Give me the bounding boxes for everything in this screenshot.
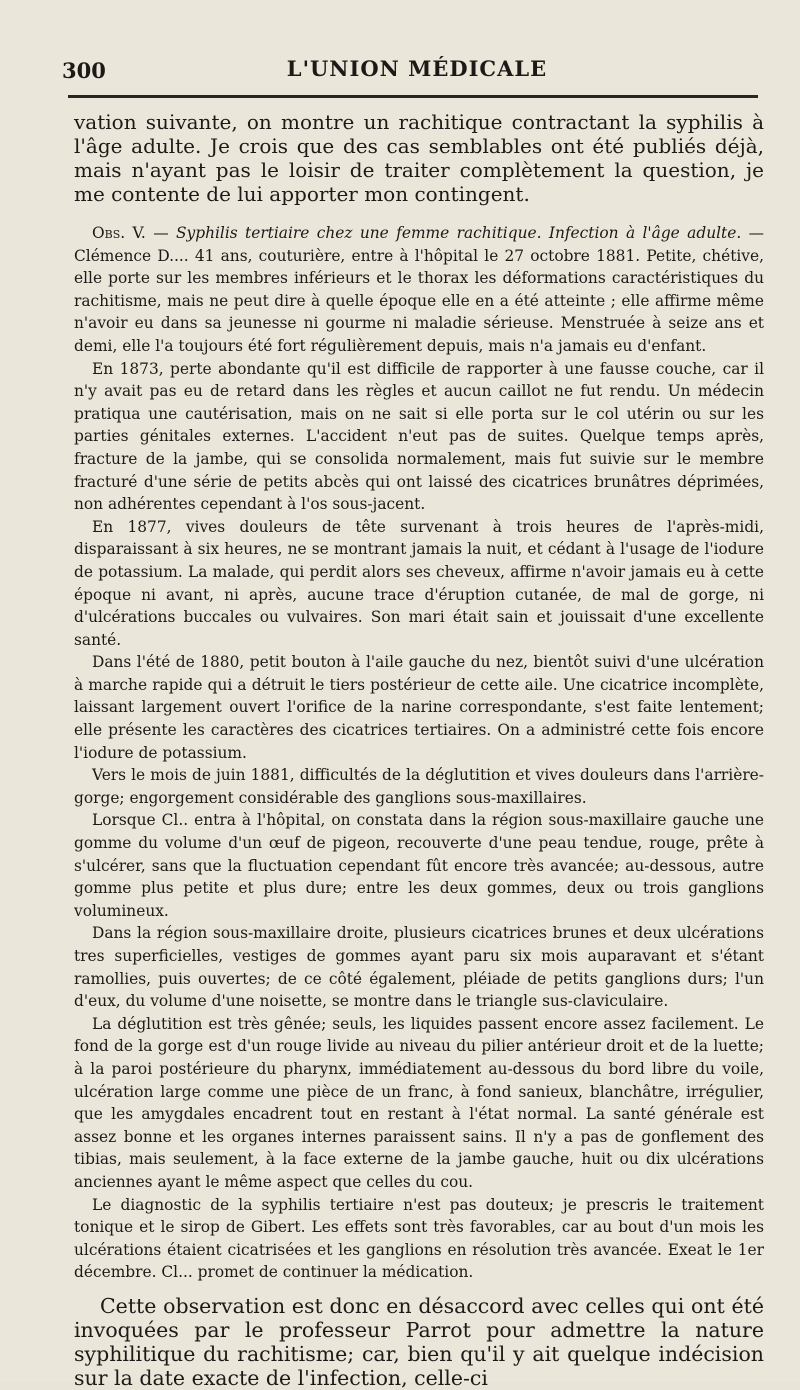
article-body	[74, 110, 764, 1390]
paragraph-diagnosis: Le diagnostic de la syphilis tertiaire n'est pas douteux; je prescris le traitement tonique et le sirop de Gibert. Les effets sont très favorables, car au bout d'un mois les ulcérations étaient cicatrisées et les ganglions en résolution très avancée. Exeat le 1er décembre. Cl... promet de continuer la médication.	[74, 1195, 764, 1282]
closing-paragraph: Cette observation est donc en désaccord avec celles qui ont été invoquées par le professeur Parrot pour admettre la nature syphilitique du rachitisme; car, bien qu'il y ait quelque indécision sur la date exacte de l'infection, celle-ci	[74, 1293, 764, 1390]
observation-text: — Clémence D.... 41 ans, couturière, entre à l'hôpital le 27 octobre 1881. Petite, chétive, elle porte sur les membres inférieurs et le thorax les déformations caractéristiques du rachitisme, mais ne peut dire à quelle époque elle en a été atteinte ; elle affirme même n'avoir eu dans sa jeunesse ni gourme ni maladie sérieuse. Menstruée à seize ans et demi, elle l'a toujours été fort régulièrement depuis, mais n'a jamais eu d'enfant.	[74, 224, 764, 355]
observation-dash: —	[145, 224, 176, 242]
paragraph-admission: Lorsque Cl.. entra à l'hôpital, on constata dans la région sous-maxillaire gauche une gomme du volume d'un œuf de pigeon, recouverte d'une peau tendue, rouge, prête à s'ulcérer, sans que la fluctuation cependant fût encore très avancée; au-dessous, autre gomme plus petite et plus dure; entre les deux gommes, deux ou trois ganglions volumineux.	[74, 811, 764, 920]
paragraph-deglutition: La déglutition est très gênée; seuls, les liquides passent encore assez facilement. Le fond de la gorge est d'un rouge livide au niveau du pilier antérieur droit et de la luette; à la paroi postérieure du pharynx, immédiatement au-dessous du bord libre du voile, ulcération large comme une pièce de un franc, à fond sanieux, blanchâtre, irrégulier, que les amygdales encadrent tout en restant à l'état normal. La santé générale est assez bonne et les organes internes paraissent sains. Il n'y a pas de gonflement des tibias, mais seulement, à la face externe de la jambe gauche, huit ou dix ulcérations anciennes ayant le même aspect que celles du cou.	[74, 1014, 764, 1191]
paragraph-1881: Vers le mois de juin 1881, difficultés de la déglutition et vives douleurs dans l'arrière-gorge; engorgement considérable des ganglions sous-maxillaires.	[74, 766, 764, 807]
observation-number: Obs. V.	[92, 224, 146, 242]
journal-title: L'UNION MÉDICALE	[286, 56, 548, 81]
page-header	[62, 50, 772, 92]
observation-paragraph	[74, 222, 764, 358]
observation-title: Syphilis tertiaire chez une femme rachitique. Infection à l'âge adulte.	[175, 224, 742, 242]
intro-paragraph: vation suivante, on montre un rachitique contractant la syphilis à l'âge adulte. Je crois que des cas semblables ont été publiés déjà, mais n'ayant pas le loisir de traiter complètement la question, je me contente de lui apporter mon contingent.	[74, 110, 764, 206]
header-rule	[68, 95, 758, 98]
paragraph-1880: Dans l'été de 1880, petit bouton à l'aile gauche du nez, bientôt suivi d'une ulcération à marche rapide qui a détruit le tiers postérieur de cette aile. Une cicatrice incomplète, laissant largement ouvert l'orifice de la narine correspondante, s'est faite lentement; elle présente les caractères des cicatrices tertiaires. On a administré cette fois encore l'iodure de potassium.	[74, 653, 764, 762]
page-number: 300	[62, 58, 106, 83]
paragraph-1877: En 1877, vives douleurs de tête survenant à trois heures de l'après-midi, disparaissant à six heures, ne se montrant jamais la nuit, et cédant à l'usage de l'iodure de potassium. La malade, qui perdit alors ses cheveux, affirme n'avoir jamais eu à cette époque ni avant, ni après, aucune trace d'éruption cutanée, de mal de gorge, ni d'ulcérations buccales ou vulvaires. Son mari était sain et jouissait d'une excellente santé.	[74, 517, 764, 649]
paragraph-right-side: Dans la région sous-maxillaire droite, plusieurs cicatrices brunes et deux ulcérations tres superficielles, vestiges de gommes ayant paru six mois auparavant et s'étant ramollies, puis ouvertes; de ce côté également, pléiade de petits ganglions durs; l'un d'eux, du volume d'une noisette, se montre dans le triangle sus-claviculaire.	[74, 924, 764, 1011]
paragraph-1873: En 1873, perte abondante qu'il est difficile de rapporter à une fausse couche, car il n'y avait pas eu de retard dans les règles et aucun caillot ne fut rendu. Un médecin pratiqua une cautérisation, mais on ne sait si elle porta sur le col utérin ou sur les parties génitales externes. L'accident n'eut pas de suites. Quelque temps après, fracture de la jambe, qui se consolida normalement, mais fut suivie sur le membre fracturé d'une série de petits abcès qui ont laissé des cicatrices brunâtres déprimées, non adhérentes cependant à l'os sous-jacent.	[74, 359, 764, 514]
